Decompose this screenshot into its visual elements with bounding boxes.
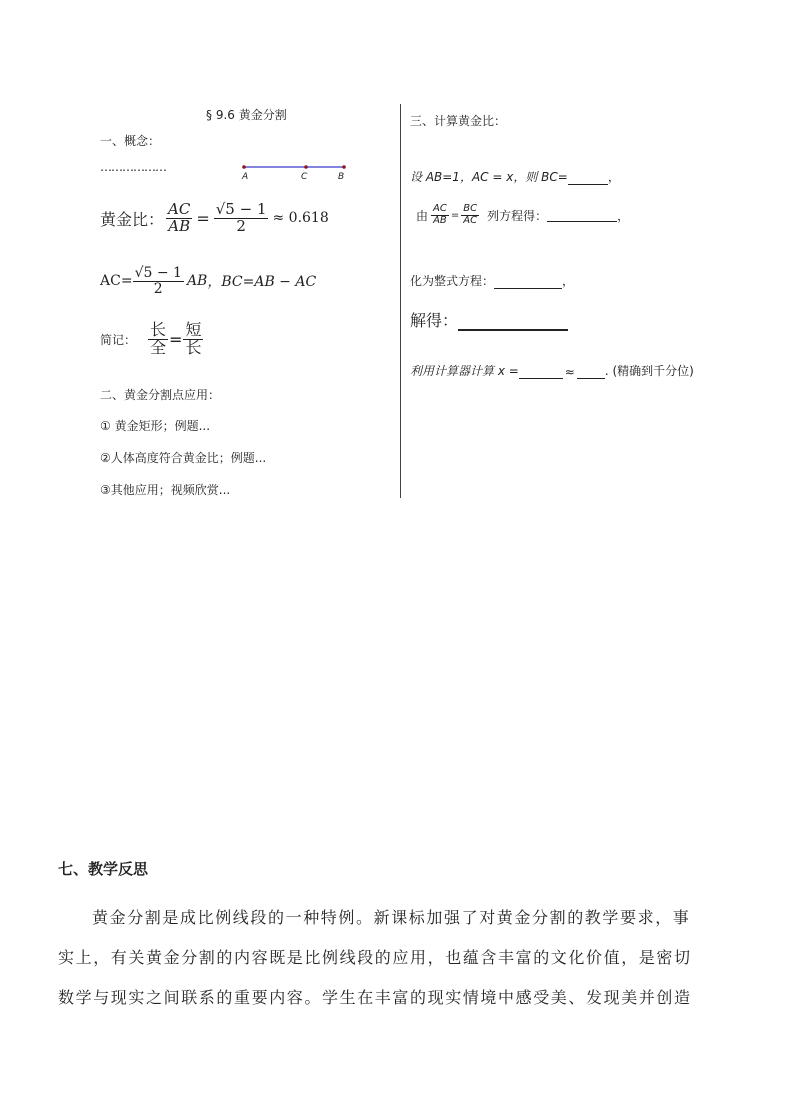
application-2: ②人体高度符合黄金比；例题... <box>100 451 267 465</box>
calc-fraction-2 <box>461 204 479 226</box>
calc-fraction-2-num: BC <box>463 203 478 214</box>
calc-line-4 <box>410 308 568 331</box>
reflection-heading: 七、教学反思 <box>58 860 149 878</box>
memo-formula <box>100 322 203 357</box>
calc-line-2 <box>416 204 629 226</box>
blank-integral-eq <box>494 276 562 289</box>
memo-numerator-2: 短 <box>185 320 202 339</box>
sqrt-fraction <box>214 202 269 235</box>
calc-line-2-label: 列方程得： <box>487 208 548 223</box>
calc-fraction-eq: = <box>450 209 460 221</box>
calc-line-5-approx: ≈ <box>564 365 575 379</box>
ac-denominator: 2 <box>153 280 163 297</box>
calc-line-5 <box>410 362 694 379</box>
calc-line-4-label: 解得： <box>410 311 459 330</box>
calc-line-5-suffix: . (精确到千分位) <box>604 364 694 378</box>
memo-label: 简记： <box>100 332 137 347</box>
memo-numerator-1: 长 <box>150 320 167 339</box>
blank-calc-value <box>519 366 563 379</box>
golden-ratio-formula <box>100 202 329 235</box>
application-1: ① 黄金矩形；例题... <box>100 419 211 433</box>
ratio-fraction <box>166 202 192 235</box>
column-divider <box>400 104 401 498</box>
memo-fraction-2 <box>183 322 203 357</box>
ac-fraction <box>133 266 184 296</box>
golden-ratio-label: 黄金比： <box>100 209 165 229</box>
label-b: B <box>338 172 345 182</box>
applications-heading: 二、黄金分割点应用： <box>100 388 221 402</box>
calc-line-1-prefix: 设 AB=1，AC = x，则 BC= <box>410 170 568 184</box>
segment-diagram <box>236 158 354 184</box>
bc-expression: ，BC=AB − AC <box>207 274 317 291</box>
memo-denominator-1: 全 <box>150 337 167 357</box>
point-b <box>342 165 346 169</box>
calc-fraction-2-den: AC <box>463 214 478 226</box>
ratio-numerator: AC <box>168 200 191 218</box>
concept-dots: ……………… <box>100 160 166 174</box>
calc-fraction-1 <box>431 204 449 226</box>
label-a: A <box>242 172 249 182</box>
calc-fraction-1-num: AC <box>433 203 447 214</box>
ac-suffix: AB <box>186 273 208 290</box>
point-c <box>304 165 308 169</box>
calc-line-2-prefix: 由 <box>416 208 429 223</box>
calc-line-5-prefix: 利用计算器计算 x = <box>410 364 519 378</box>
segment-svg <box>236 158 354 184</box>
reflection-paragraph-line-3: 数学与现实之间联系的重要内容。学生在丰富的现实情境中感受美、发现美并创造 <box>58 988 692 1007</box>
ac-prefix: AC= <box>100 273 133 290</box>
blank-equation <box>547 209 617 222</box>
reflection-paragraph-line-1: 黄金分割是成比例线段的一种特例。新课标加强了对黄金分割的教学要求，事 <box>92 908 691 927</box>
calc-line-3 <box>410 272 574 289</box>
calc-line-1-suffix: ， <box>607 170 620 184</box>
ac-numerator: √5 − 1 <box>134 265 182 281</box>
concept-heading: 一、概念： <box>100 134 161 148</box>
ratio-denominator: AB <box>168 216 191 235</box>
calc-line-1 <box>410 168 620 185</box>
application-3: ③其他应用；视频欣赏... <box>100 483 231 497</box>
blank-bc <box>568 172 608 185</box>
calc-line-3-suffix: ， <box>562 274 575 288</box>
memo-fraction-1 <box>148 322 168 357</box>
memo-equals: = <box>169 329 183 349</box>
equals-sign: = <box>196 208 210 228</box>
point-a <box>242 165 246 169</box>
sqrt-denominator: 2 <box>236 216 246 235</box>
calc-line-3-label: 化为整式方程： <box>410 274 495 288</box>
blank-approx-value <box>577 366 605 379</box>
memo-denominator-2: 长 <box>185 337 202 357</box>
calc-heading: 三、计算黄金比： <box>410 114 507 128</box>
calc-line-2-suffix: ， <box>617 208 630 223</box>
ac-formula <box>100 266 316 296</box>
sqrt-numerator: √5 − 1 <box>215 200 267 218</box>
calc-fraction-1-den: AB <box>433 214 447 226</box>
blank-solution <box>458 315 568 331</box>
label-c: C <box>301 172 308 182</box>
approx-value: ≈ 0.618 <box>272 210 329 227</box>
reflection-paragraph-line-2: 实上，有关黄金分割的内容既是比例线段的应用，也蕴含丰富的文化价值，是密切 <box>58 948 692 967</box>
section-title: § 9.6 黄金分割 <box>206 108 287 122</box>
